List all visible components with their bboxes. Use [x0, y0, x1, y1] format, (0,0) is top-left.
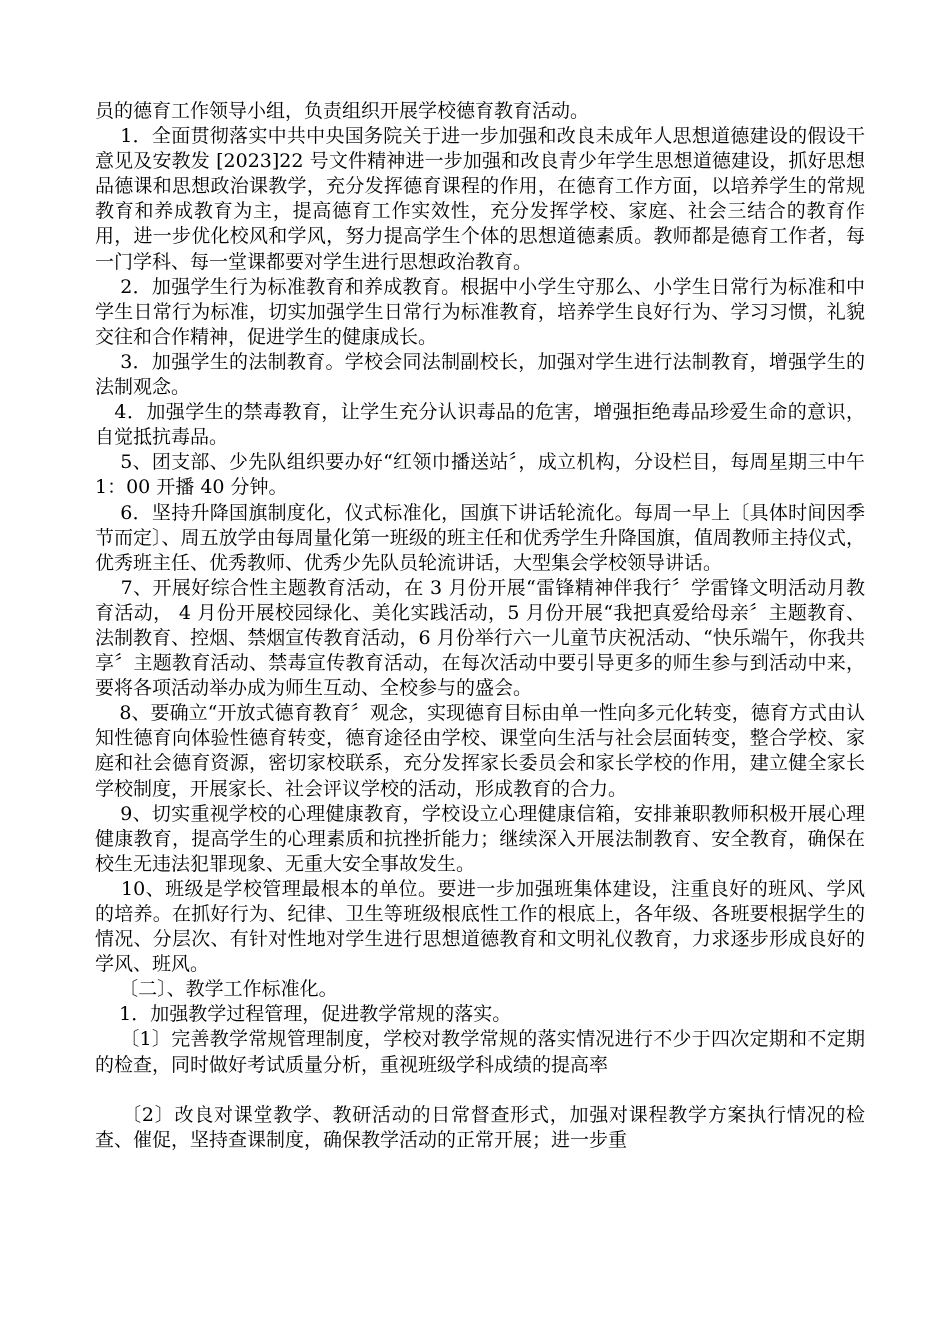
- paragraph-item-4: 4．加强学生的禁毒教育，让学生充分认识毒品的危害，增强拒绝毒品珍爱生命的意识，自觉抵抗毒品。: [95, 401, 865, 449]
- paragraph-item-6: 6．坚持升降国旗制度化，仪式标准化，国旗下讲话轮流化。每周一早上〔具体时间因季节而定〕、周五放学由每周量化第一班级的班主任和优秀学生升降国旗，值周教师主持仪式，优秀班主任、优秀教师、优秀少先队员轮流讲话，大型集会学校领导讲话。: [95, 501, 865, 574]
- paragraph-item-2: 2．加强学生行为标准教育和养成教育。根据中小学生守那么、小学生日常行为标准和中学生日常行为标准，切实加强学生日常行为标准教育，培养学生良好行为、学习习惯，礼貌交往和合作精神，促进学生的健康成长。: [95, 275, 865, 348]
- paragraph-item-1: 1．全面贯彻落实中共中央国务院关于进一步加强和改良未成年人思想道德建设的假设干意见及安教发 [2023]22 号文件精神进一步加强和改良青少年学生思想道德建设，抓好思想品德课和思想政治课教学，充分发挥德育课程的作用，在德育工作方面，以培养学生的常规教育和养成教育为主，提高德育工作实效性，充分发挥学校、家庭、社会三结合的教育作用，进一步优化校风和学风，努力提高学生个体的思想道德素质。教师都是德育工作者，每一门学科、每一堂课都要对学生进行思想政治教育。: [95, 125, 865, 273]
- blank-line: [95, 1078, 865, 1103]
- paragraph-teaching-1: 1．加强教学过程管理，促进教学常规的落实。: [95, 1003, 512, 1026]
- paragraph-teaching-1-2: 〔2〕改良对课堂教学、教研活动的日常督查形式，加强对课程教学方案执行情况的检查、催促，坚持查课制度，确保教学活动的正常开展；进一步重: [95, 1103, 865, 1151]
- paragraph-item-10: 10、班级是学校管理最根本的单位。要进一步加强班集体建设，注重良好的班风、学风的培养。在抓好行为、纪律、卫生等班级根底性工作的根底上，各年级、各班要根据学生的情况、分层次、有针对性地对学生进行思想道德教育和文明礼仪教育，力求逐步形成良好的学风、班风。: [95, 877, 865, 976]
- section-heading-teaching: 〔二〕、教学工作标准化。: [95, 978, 338, 1001]
- paragraph-item-9: 9、切实重视学校的心理健康教育，学校设立心理健康信箱，安排兼职教师积极开展心理健康教育，提高学生的心理素质和抗挫折能力；继续深入开展法制教育、安全教育，确保在校生无违法犯罪现象、无重大安全事故发生。: [95, 802, 865, 875]
- paragraph-item-5: 5、团支部、少先队组织要办好“红领巾播送站〞，成立机构，分设栏目，每周星期三中午 1：00 开播 40 分钟。: [95, 451, 872, 499]
- paragraph-leadin: 员的德育工作领导小组，负责组织开展学校德育教育活动。: [95, 100, 590, 122]
- paragraph-item-7: 7、开展好综合性主题教育活动，在 3 月份开展“雷锋精神伴我行〞学雷锋文明活动月教育活动， 4 月份开展校园绿化、美化实践活动，5 月份开展“我把真爱给母亲〞主题教育、法制教育、控烟、禁烟宣传教育活动，6 月份举行六一儿童节庆祝活动、“快乐端午，你我共享〞主题教育活动、禁毒宣传教育活动，在每次活动中要引导更多的师生参与到活动中来，要将各项活动举办成为师生互动、全校参与的盛会。: [95, 576, 865, 700]
- paragraph-teaching-1-1: 〔1〕完善教学常规管理制度，学校对教学常规的落实情况进行不少于四次定期和不定期的检查，同时做好考试质量分析，重视班级学科成绩的提高率: [95, 1028, 865, 1076]
- paragraph-item-3: 3．加强学生的法制教育。学校会同法制副校长，加强对学生进行法制教育，增强学生的法制观念。: [95, 350, 865, 399]
- document-body: [95, 99, 872, 1153]
- paragraph-item-8: 8、要确立“开放式德育教育〞观念，实现德育目标由单一性向多元化转变，德育方式由认知性德育向体验性德育转变，德育途径由学校、课堂向生活与社会层面转变，整合学校、家庭和社会德育资源，密切家校联系，充分发挥家长委员会和家长学校的作用，建立健全家长学校制度，开展家长、社会评议学校的活动，形成教育的合力。: [95, 702, 865, 800]
